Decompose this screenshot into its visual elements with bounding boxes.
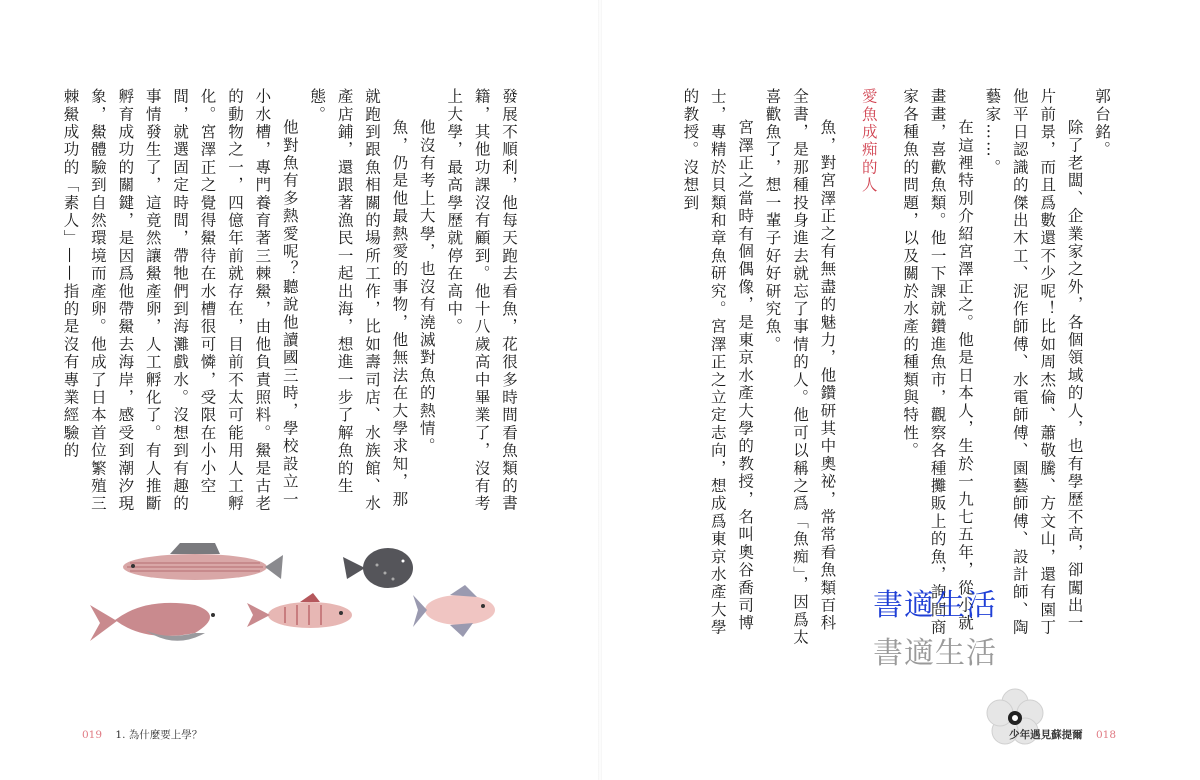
paragraph: 他對魚有多熱愛呢？聽說他讀國三時，學校設立一小水槽，專門養育著三棘鱟，由他負責照料。鱟是古老的動物之一，四億年前就存在，目前不太可能用人工孵化。宮澤正之覺得鱟待在水槽很可憐，受限在小小空間，就選固定時間，帶牠們到海灘戲水。沒想到有趣的事情發生了，這竟然讓鱟產卵，人工孵化了。有人推斷孵育成功的關鍵，是因爲他帶鱟去海岸，感受到潮汐現象，鱟體驗到自然環境而產卵。他成了日本首位繁殖三棘鱟成功的「素人」——指的是沒有專業經驗的 [61,88,299,513]
left-footer [82,727,202,742]
paragraph: 魚，仍是他最熱愛的事物，他無法在大學求知，那就跑到跟魚相關的場所工作，比如壽司店、水族館、水產店鋪，還跟著漁民一起出海，想進一步了解魚的生態。 [308,88,409,513]
watermark-text: 書適生活 [873,588,997,623]
page-number: 018 [1095,729,1116,741]
paragraph: 他沒有考上大學，也沒有澆滅對魚的熱情。 [417,119,436,456]
paragraph: 除了老闆、企業家之外，各個領域的人，也有學歷不高，卻闖出一片前景，而且爲數還不少呢！比如周杰倫、蕭敬騰、方文山，還有園丁他平日認識的傑出木工、泥作師傅、水電師傅、園藝師傅、設計師、陶藝家……。 [983,88,1084,637]
paragraph: 在這裡特別介紹宮澤正之。他是日本人，生於一九七五年，從小就畫畫，喜歡魚類。他一下課就鑽進魚市，觀察各種攤販上的魚，詢問商家各種魚的問題，以及關於水產的種類與特性。 [901,88,974,637]
fish-icon [413,585,495,637]
paragraph: 宮澤正之當時有個偶像，是東京水產大學的教授，名叫奧谷喬司博士，專精於貝類和章魚研究。宮澤正之立定志向，想成爲東京水產大學的教授。沒想到 [681,88,755,637]
fish-icon [343,548,413,588]
book-title: 少年遇見蘇提爾 [1009,729,1083,741]
fish-icon [90,603,215,641]
paragraph: 魚，對宮澤正之有無盡的魅力，他鑽研其中奧祕，常常看魚類百科全書，是那種投身進去就忘了事情的人。他可以稱之爲「魚痴」，因爲太喜歡魚了，想一輩子好好研究魚。 [763,88,837,647]
fish-icon [123,543,283,580]
paragraph: 發展不順利，他每天跑去看魚，花很多時間看魚類的書籍，其他功課沒有顧到。他十八歲高中畢業了，沒有考上大學，最高學歷就停在高中。 [445,88,518,513]
right-page-body [676,88,1115,648]
paragraph: 郭台銘。 [1093,88,1111,159]
watermark-text: 書適生活 [873,636,997,671]
page-number: 019 [82,729,103,741]
right-footer [1009,727,1116,742]
fish-icon [247,593,352,628]
fish-school-illustration [85,535,515,665]
chapter-title: 1. 為什麼要上學？ [115,729,203,741]
section-heading: 愛魚成痴的人 [859,88,878,195]
left-page-body [56,88,522,518]
